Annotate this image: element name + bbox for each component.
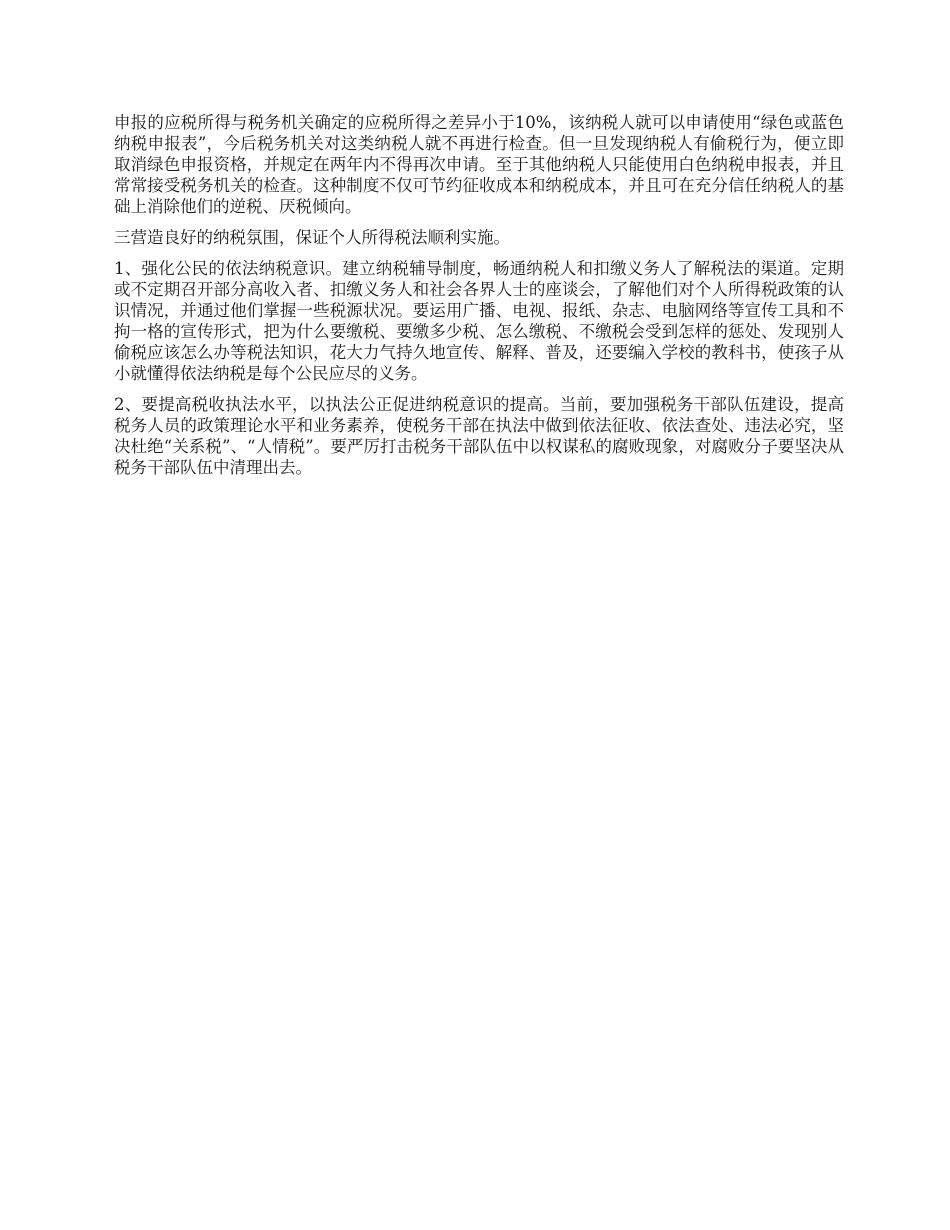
paragraph-declaration-system: 申报的应税所得与税务机关确定的应税所得之差异小于10%，该纳税人就可以申请使用“绿色或蓝色纳税申报表”，今后税务机关对这类纳税人就不再进行检查。但一旦发现纳税人有偷税行为，便立即取消绿色申报资格，并规定在两年内不得再次申请。至于其他纳税人只能使用白色纳税申报表，并且常常接受税务机关的检查。这种制度不仅可节约征收成本和纳税成本，并且可在充分信任纳税人的基础上消除他们的逆税、厌税倾向。	[114, 113, 844, 216]
paragraph-point-1: 1、强化公民的依法纳税意识。建立纳税辅导制度，畅通纳税人和扣缴义务人了解税法的渠道。定期或不定期召开部分高收入者、扣缴义务人和社会各界人士的座谈会，了解他们对个人所得税政策的认识情况，并通过他们掌握一些税源状况。要运用广播、电视、报纸、杂志、电脑网络等宣传工具和不拘一格的宣传形式，把为什么要缴税、要缴多少税、怎么缴税、不缴税会受到怎样的惩处、发现别人偷税应该怎么办等税法知识，花大力气持久地宣传、解释、普及，还要编入学校的教科书，使孩子从小就懂得依法纳税是每个公民应尽的义务。	[114, 259, 844, 383]
document-page	[114, 112, 844, 488]
paragraph-point-2: 2、要提高税收执法水平，以执法公正促进纳税意识的提高。当前，要加强税务干部队伍建设，提高税务人员的政策理论水平和业务素养，使税务干部在执法中做到依法征收、依法查处、违法必究，坚决杜绝“关系税”、“人情税”。要严厉打击税务干部队伍中以权谋私的腐败现象，对腐败分子要坚决从税务干部队伍中清理出去。	[114, 395, 844, 477]
paragraph-section-heading: 三营造良好的纳税氛围，保证个人所得税法顺利实施。	[114, 228, 510, 247]
